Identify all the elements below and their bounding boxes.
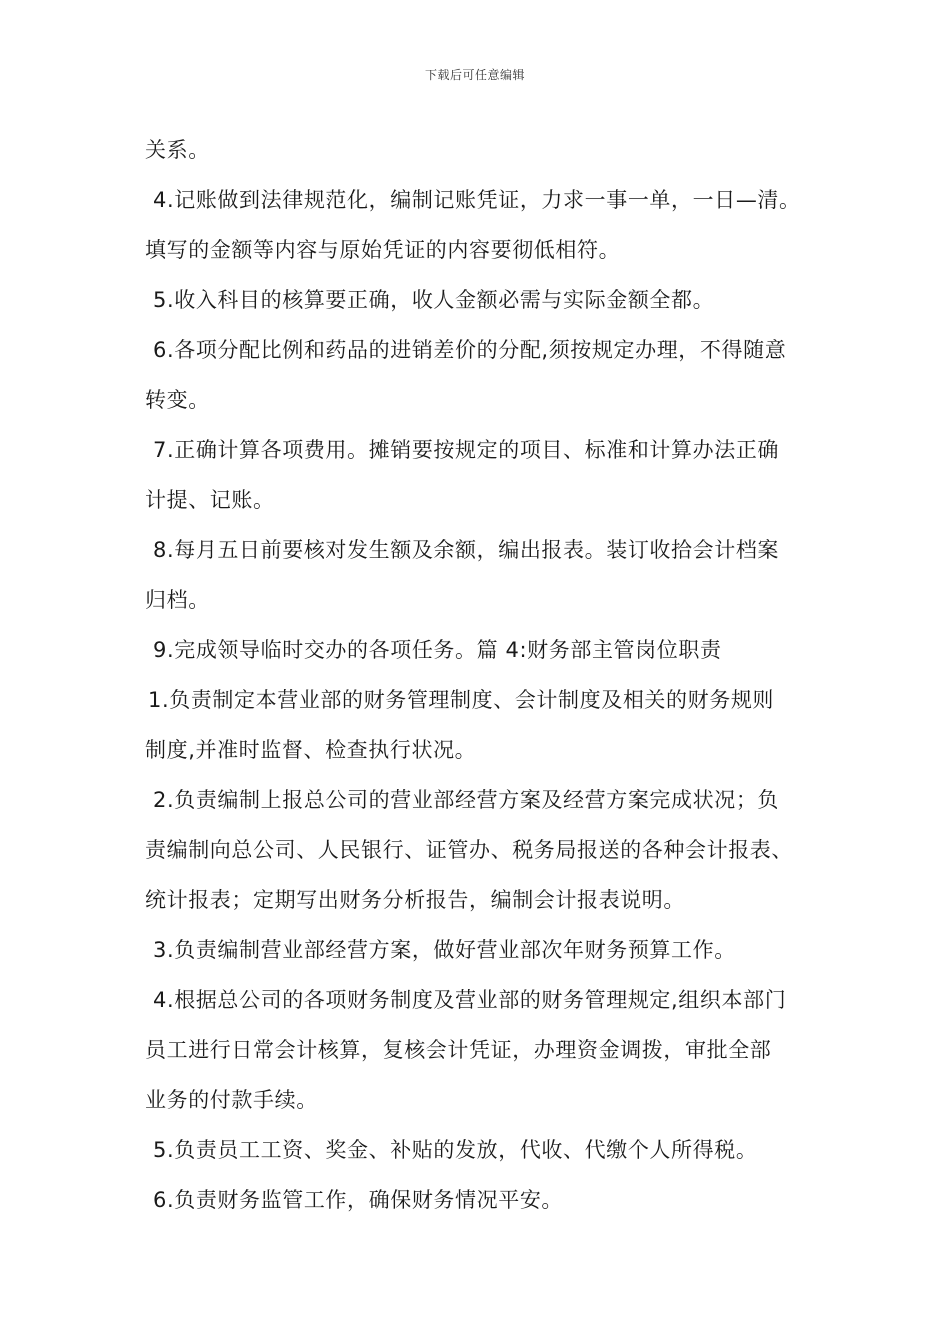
paragraph-line: 6.各项分配比例和药品的进销差价的分配,须按规定办理，不得随意 <box>153 338 787 362</box>
paragraph-line: 5.收入科目的核算要正确，收人金额必需与实际金额全都。 <box>153 288 715 312</box>
page-header: 下载后可任意编辑 <box>424 68 525 82</box>
paragraph-line: 关系。 <box>145 138 210 162</box>
paragraph-line: 计提、记账。 <box>145 488 275 512</box>
paragraph-line: 7.正确计算各项费用。摊销要按规定的项目、标准和计算办法正确 <box>153 438 780 462</box>
paragraph-line: 统计报表；定期写出财务分析报告，编制会计报表说明。 <box>145 888 685 912</box>
paragraph-line: 员工进行日常会计核算，复核会计凭证，办理资金调拨，审批全部 <box>145 1038 772 1062</box>
paragraph-line: 1.负责制定本营业部的财务管理制度、会计制度及相关的财务规则 <box>148 688 775 712</box>
paragraph-line: 3.负责编制营业部经营方案，做好营业部次年财务预算工作。 <box>153 938 736 962</box>
paragraph-line: 2.负责编制上报总公司的营业部经营方案及经营方案完成状况；负 <box>153 788 780 812</box>
paragraph-line: 6.负责财务监管工作，确保财务情况平安。 <box>153 1188 564 1212</box>
paragraph-line: 4.记账做到法律规范化，编制记账凭证，力求一事一单，一日—清。 <box>153 188 801 212</box>
paragraph-line: 责编制向总公司、人民银行、证管办、税务局报送的各种会计报表、 <box>145 838 793 862</box>
paragraph-line: 9.完成领导临时交办的各项任务。篇 4:财务部主管岗位职责 <box>153 638 722 662</box>
paragraph-line: 8.每月五日前要核对发生额及余额，编出报表。装订收拾会计档案 <box>153 538 780 562</box>
paragraph-line: 制度,并准时监督、检查执行状况。 <box>145 738 477 762</box>
paragraph-line: 业务的付款手续。 <box>145 1088 318 1112</box>
paragraph-line: 转变。 <box>145 388 210 412</box>
paragraph-line: 归档。 <box>145 588 210 612</box>
paragraph-line: 5.负责员工工资、奖金、补贴的发放，代收、代缴个人所得税。 <box>153 1138 758 1162</box>
paragraph-line: 4.根据总公司的各项财务制度及营业部的财务管理规定,组织本部门 <box>153 988 787 1012</box>
paragraph-line: 填写的金额等内容与原始凭证的内容要彻低相符。 <box>145 238 621 262</box>
